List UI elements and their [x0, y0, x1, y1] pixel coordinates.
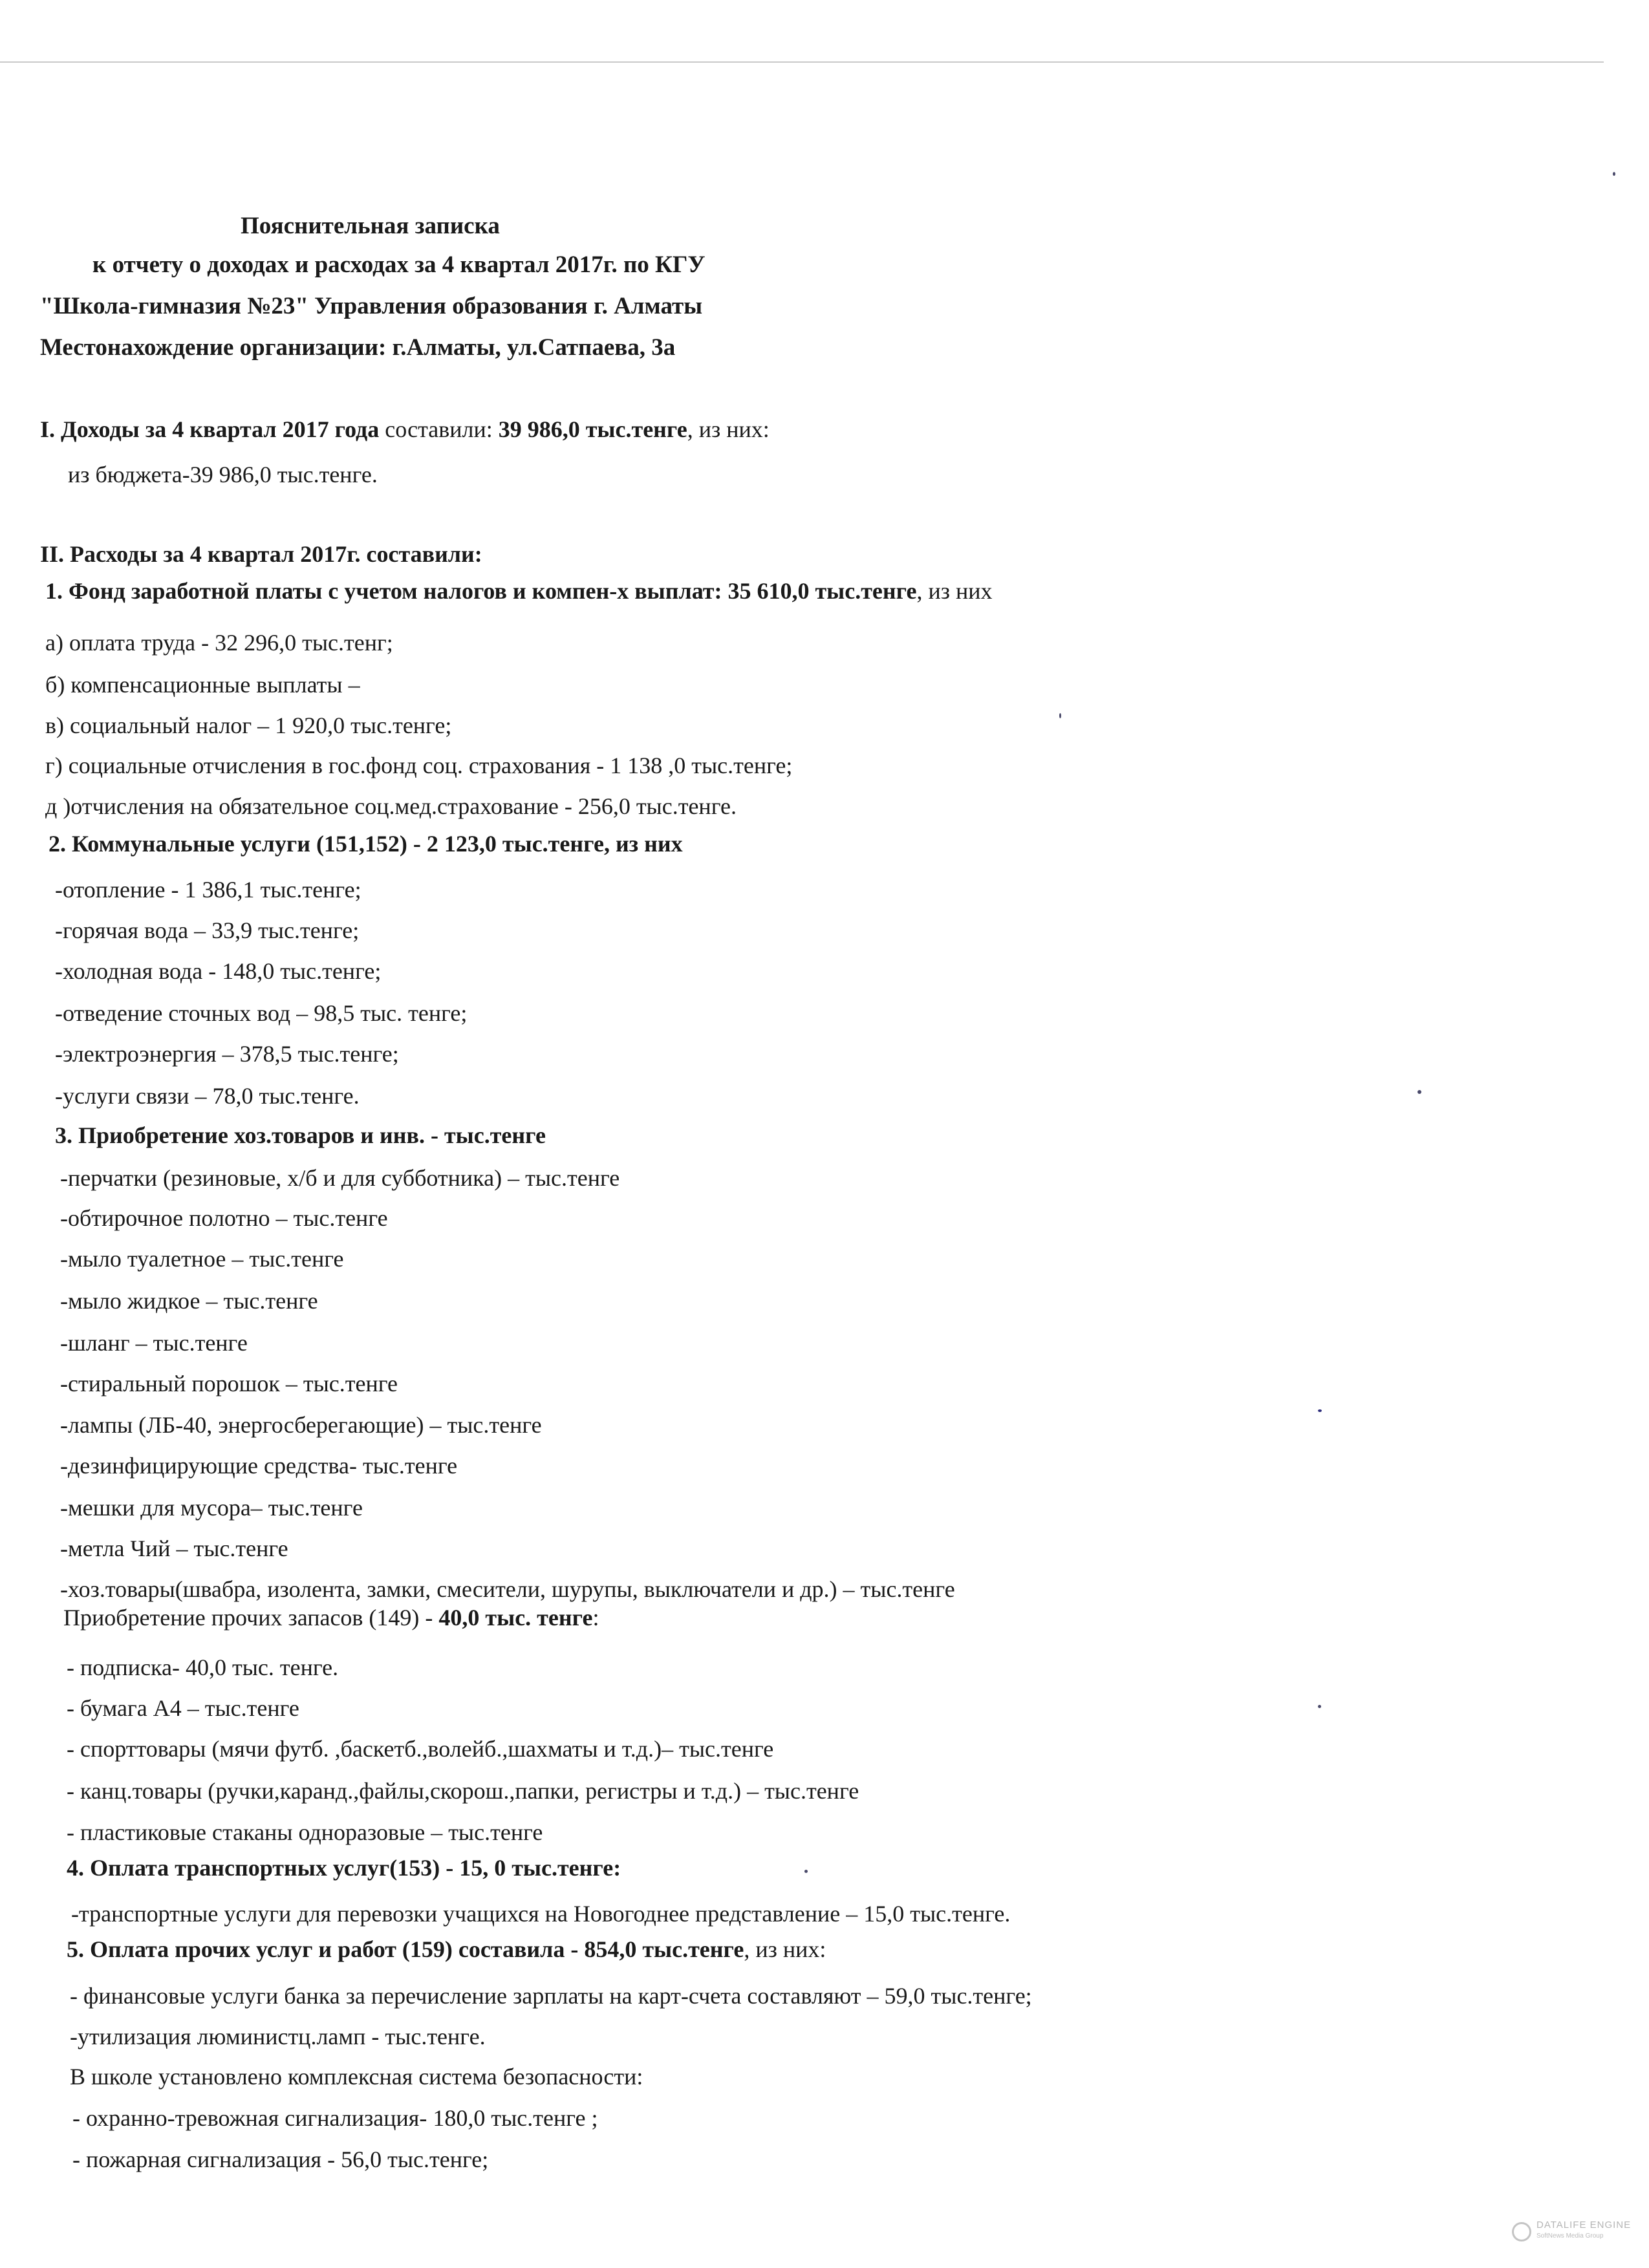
s3-item: -лампы (ЛБ-40, энергосберегающие) – тыс.тенге [60, 1412, 542, 1438]
other-supplies-suffix: : [592, 1605, 599, 1631]
other-supplies-item: - подписка- 40,0 тыс. тенге. [67, 1654, 339, 1680]
s3-item: -мыло туалетное – тыс.тенге [60, 1246, 344, 1272]
s3-item: -обтирочное полотно – тыс.тенге [60, 1205, 388, 1231]
s3-item: -метла Чий – тыс.тенге [60, 1535, 288, 1561]
section-1-heading-suffix: , из них [916, 578, 993, 604]
s3-item: -дезинфицирующие средства- тыс.тенге [60, 1453, 458, 1479]
organization-location: Местонахождение организации: г.Алматы, ул.Сатпаева, 3а [40, 334, 676, 361]
s1-item: в) социальный налог – 1 920,0 тыс.тенге; [45, 712, 452, 738]
other-supplies-item: - канц.товары (ручки,каранд.,файлы,скорош.,папки, регистры и т.д.) – тыс.тенге [67, 1778, 859, 1804]
s2-item: -услуги связи – 78,0 тыс.тенге. [55, 1083, 360, 1109]
scan-speck [1613, 172, 1615, 176]
s1-item: а) оплата труда - 32 296,0 тыс.тенг; [45, 630, 393, 656]
other-supplies-item: - бумага А4 – тыс.тенге [67, 1695, 299, 1721]
income-heading [40, 415, 770, 444]
security-item: - пожарная сигнализация - 56,0 тыс.тенге; [72, 2146, 489, 2172]
s2-item: -отведение сточных вод – 98,5 тыс. тенге; [55, 1000, 468, 1026]
s2-item: -холодная вода - 148,0 тыс.тенге; [55, 958, 382, 984]
s3-item: -мешки для мусора– тыс.тенге [60, 1495, 363, 1521]
s1-item: д )отчисления на обязательное соц.мед.страхование - 256,0 тыс.тенге. [45, 793, 737, 819]
security-item: - охранно-тревожная сигнализация- 180,0 тыс.тенге ; [72, 2105, 598, 2131]
s1-item: г) социальные отчисления в гос.фонд соц. страхования - 1 138 ,0 тыс.тенге; [45, 753, 793, 778]
s3-item: -шланг – тыс.тенге [60, 1330, 248, 1356]
income-heading-verb: составили: [385, 416, 493, 442]
scan-speck [1318, 1705, 1321, 1708]
document-title: Пояснительная записка [241, 213, 500, 239]
document-subtitle: к отчету о доходах и расходах за 4 квартал 2017г. по КГУ [92, 251, 706, 278]
income-total: 39 986,0 тыс.тенге [498, 416, 687, 442]
s5-item: -утилизация люминистц.ламп - тыс.тенге. [70, 2024, 486, 2049]
section-4-heading: 4. Оплата транспортных услуг(153) - 15, 0 тыс.тенге: [67, 1855, 621, 1881]
scan-speck [1417, 1090, 1421, 1094]
watermark [1512, 2220, 1632, 2248]
section-5-heading [67, 1935, 826, 1963]
section-1-heading-label: 1. Фонд заработной платы с учетом налогов и компен-х выплат: 35 610,0 тыс.тенге [45, 578, 917, 604]
scan-speck [1059, 713, 1061, 718]
scan-edge-line [0, 61, 1604, 63]
section-1-heading [45, 577, 993, 605]
section-5-heading-label: 5. Оплата прочих услуг и работ (159) составила - 854,0 тыс.тенге [67, 1936, 744, 1962]
organization-name: "Школа-гимназия №23" Управления образования г. Алматы [40, 293, 703, 319]
s2-item: -электроэнергия – 378,5 тыс.тенге; [55, 1041, 399, 1067]
scan-speck [804, 1870, 808, 1873]
s4-item: -транспортные услуги для перевозки учащихся на Новогоднее представление – 15,0 тыс.тенге. [71, 1901, 1011, 1927]
other-supplies-heading [63, 1603, 599, 1632]
other-supplies-item: - спорттовары (мячи футб. ,баскетб.,волейб.,шахматы и т.д.)– тыс.тенге [67, 1736, 774, 1762]
s2-item: -горячая вода – 33,9 тыс.тенге; [55, 917, 360, 943]
section-2-heading: 2. Коммунальные услуги (151,152) - 2 123,0 тыс.тенге, из них [48, 831, 683, 857]
income-heading-label: I. Доходы за 4 квартал 2017 года [40, 416, 380, 442]
watermark-title: DATALIFE ENGINE [1536, 2220, 1632, 2231]
s5-item: - финансовые услуги банка за перечисление зарплаты на карт-счета составляют – 59,0 тыс.тенге; [70, 1983, 1032, 2009]
income-total-suffix: , из них: [687, 416, 770, 442]
s3-item: -хоз.товары(швабра, изолента, замки, смесители, шурупы, выключатели и др.) – тыс.тенге [60, 1576, 955, 1602]
other-supplies-total: 40,0 тыс. тенге [438, 1605, 593, 1631]
other-supplies-label: Приобретение прочих запасов (149) - [63, 1605, 433, 1631]
other-supplies-item: - пластиковые стаканы одноразовые – тыс.тенге [67, 1819, 543, 1845]
security-intro: В школе установлено комплексная система безопасности: [70, 2064, 643, 2090]
expenses-heading: II. Расходы за 4 квартал 2017г. составили: [40, 541, 482, 567]
scan-speck [1318, 1409, 1322, 1412]
section-3-heading: 3. Приобретение хоз.товаров и инв. - тыс.тенге [55, 1122, 546, 1148]
s3-item: -перчатки (резиновые, х/б и для субботника) – тыс.тенге [60, 1165, 620, 1191]
s3-item: -стиральный порошок – тыс.тенге [60, 1371, 398, 1396]
s1-item: б) компенсационные выплаты – [45, 672, 360, 698]
income-budget-line: из бюджета-39 986,0 тыс.тенге. [68, 462, 378, 487]
watermark-logo-icon [1512, 2222, 1531, 2241]
s3-item: -мыло жидкое – тыс.тенге [60, 1288, 318, 1314]
s2-item: -отопление - 1 386,1 тыс.тенге; [55, 877, 361, 903]
section-5-heading-suffix: , из них: [744, 1936, 826, 1962]
watermark-subtitle: SoftNews Media Group [1536, 2232, 1604, 2240]
